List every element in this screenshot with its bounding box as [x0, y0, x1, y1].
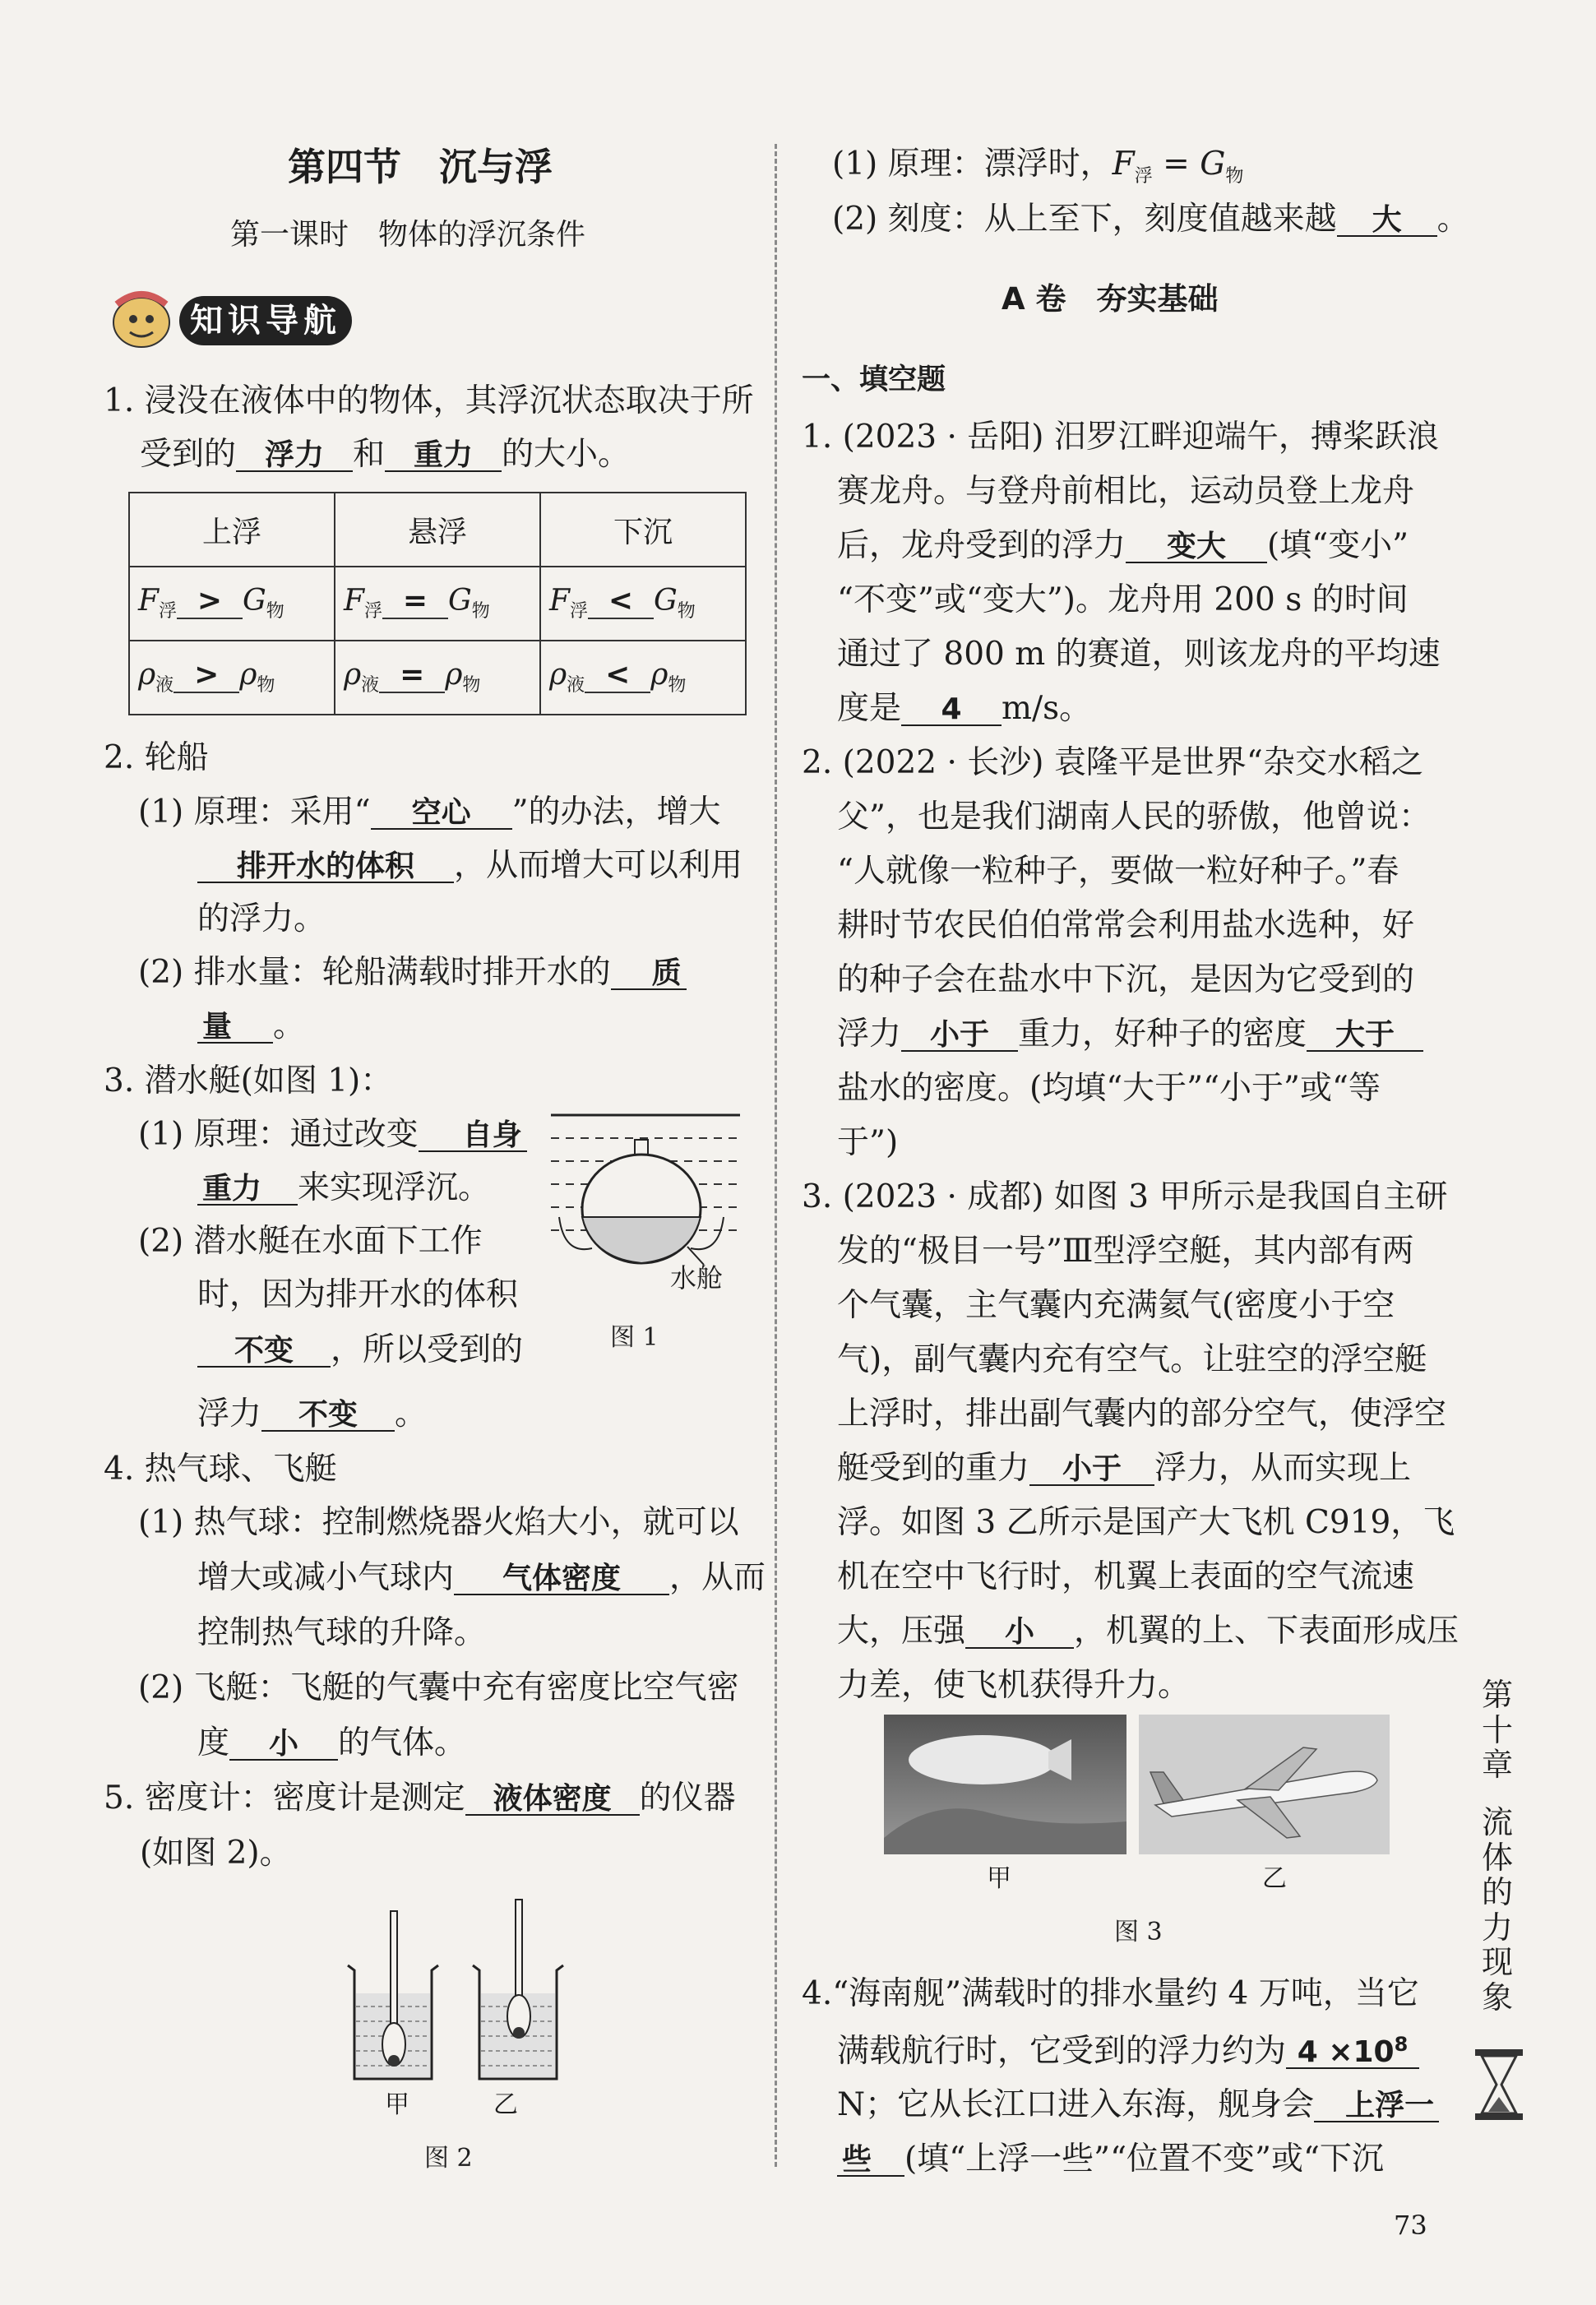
e1-line4: “不变”或“变大”)。龙舟用 200 s 的时间	[837, 581, 1409, 618]
q4-line2: 增大或减小气球内 气体密度 ，从而	[197, 1559, 766, 1596]
table-cell: $\rho_液 < \rho_物$	[540, 641, 746, 715]
table-cell: $F_浮 > G_物$	[129, 567, 335, 641]
e3-line1: 3. (2023 · 成都) 如图 3 甲所示是我国自主研	[802, 1178, 1448, 1215]
e3-line8: 机在空中飞行时，机翼上表面的空气流速	[837, 1558, 1415, 1595]
figure2-caption: 图 2	[424, 2144, 473, 2173]
r2-scale: (2) 刻度：从上至下，刻度值越来越 大 。	[832, 201, 1469, 238]
q5-line1: 5. 密度计：密度计是测定 液体密度 的仪器	[104, 1780, 736, 1817]
e3-line9: 大，压强 小 ，机翼的上、下表面形成压	[837, 1613, 1460, 1650]
e2-line3: “人就像一粒种子，要做一粒好种子。”春	[837, 853, 1399, 890]
q1-line2: 受到的 浮力 和 重力 的大小。	[140, 436, 631, 473]
e1-line5: 通过了 800 m 的赛道，则该龙舟的平均速	[837, 636, 1441, 673]
e3-line7: 浮。如图 3 乙所示是国产大飞机 C919，飞	[837, 1504, 1455, 1541]
knowledge-nav-label: 知识导航	[179, 296, 352, 345]
q3-line1: (1) 原理：通过改变 自身	[138, 1118, 527, 1152]
q2-title: 2. 轮船	[104, 739, 209, 776]
q5-line2: (如图 2)。	[140, 1835, 292, 1872]
e2-line2: 父”，也是我们湖南人民的骄傲，他曾说：	[837, 798, 1431, 835]
q4-line5: 度 小 的气体。	[197, 1724, 467, 1761]
figure1-caption: 图 1	[610, 1323, 659, 1352]
q2-line3: 的浮力。	[197, 900, 326, 937]
table-cell: $\rho_液 = \rho_物$	[335, 641, 540, 715]
water-tank-label: 水舱	[670, 1262, 724, 1294]
q3-line3: (2) 潜水艇在水面下工作	[138, 1223, 483, 1260]
figure3-caption: 图 3	[1114, 1918, 1163, 1946]
q3-line4: 时，因为排开水的体积	[197, 1276, 519, 1313]
e4-line1: 4.“海南舰”满载时的排水量约 4 万吨，当它	[802, 1975, 1419, 2012]
e2-line6: 浮力 小于 重力，好种子的密度 大于	[837, 1018, 1423, 1052]
beaker-yi	[473, 1900, 563, 2079]
e2-line7: 盐水的密度。(均填“大于”“小于”或“等	[837, 1070, 1381, 1107]
e2-line8: 于”)	[837, 1124, 899, 1161]
q4-line3: 控制热气球的升降。	[197, 1614, 487, 1651]
q4-line1: (1) 热气球：控制燃烧器火焰大小，就可以	[138, 1504, 739, 1541]
e3-line3: 个气囊，主气囊内充满氦气(密度小于空	[837, 1287, 1395, 1324]
label-yi-fig3: 乙	[1262, 1864, 1287, 1893]
q1-answer-gravity: 重力	[385, 441, 502, 472]
q2-line4: (2) 排水量：轮船满载时排开水的 质	[138, 956, 687, 990]
label-yi: 乙	[493, 2090, 518, 2119]
part1-title: 一、填空题	[802, 363, 946, 396]
q2-line1: (1) 原理：采用“ 空心 ”的办法，增大	[138, 794, 721, 831]
e4-line2: 满载航行时，它受到的浮力约为 $4 \times 10^8$	[837, 2034, 1419, 2069]
chapter-label: 第十章	[1481, 1677, 1513, 1784]
q3-line2: 重力 来实现浮沉。	[197, 1172, 490, 1206]
r1-principle: (1) 原理：漂浮时，$F_浮 = G_物$	[832, 146, 1244, 187]
q4-line4: (2) 飞艇：飞艇的气囊中充有密度比空气密	[138, 1669, 739, 1706]
table-cell: $F_浮 < G_物$	[540, 567, 746, 641]
e3-line10: 力差，使飞机获得升力。	[837, 1667, 1191, 1704]
column-divider	[775, 144, 777, 2167]
e1-line2: 赛龙舟。与登舟前相比，运动员登上龙舟	[837, 473, 1415, 510]
page-number: 73	[1394, 2210, 1427, 2241]
e4-line4: 些 (填“上浮一些”“位置不变”或“下沉	[837, 2143, 1384, 2177]
e3-line6: 艇受到的重力 小于 浮力，从而实现上	[837, 1450, 1412, 1487]
e1-line1: 1. (2023 · 岳阳) 汨罗江畔迎端午，搏桨跃浪	[802, 419, 1439, 456]
q3-line6: 浮力 不变 。	[197, 1395, 428, 1433]
q1-answer-buoyancy: 浮力	[236, 441, 353, 472]
label-jia: 甲	[385, 2090, 409, 2119]
hourglass-icon	[1472, 2048, 1526, 2122]
table-header: 下沉	[540, 493, 746, 567]
q3-title: 3. 潜水艇(如图 1)：	[104, 1062, 393, 1099]
airplane-c919-photo	[1139, 1715, 1390, 1854]
q2-line2: 排开水的体积 ，从而增大可以利用	[197, 849, 742, 883]
e1-line3: 后，龙舟受到的浮力 变大 (填“变小”	[837, 527, 1409, 564]
table-cell: $F_浮 = G_物$	[335, 567, 540, 641]
e3-line4: 气)，副气囊内充有空气。让驻空的浮空艇	[837, 1341, 1427, 1378]
section-title: 第四节 沉与浮	[288, 145, 553, 189]
e2-line1: 2. (2022 · 长沙) 袁隆平是世界“杂交水稻之	[802, 744, 1423, 781]
airship-photo	[884, 1715, 1126, 1854]
e3-line5: 上浮时，排出副气囊内的部分空气，使浮空	[837, 1395, 1447, 1433]
lesson-title: 第一课时 物体的浮沉条件	[230, 218, 586, 252]
q1-line1: 1. 浸没在液体中的物体，其浮沉状态取决于所	[104, 382, 754, 419]
section-a-title: A 卷 夯实基础	[1002, 281, 1219, 317]
hydrometer-figure	[341, 1891, 580, 2089]
knowledge-nav-badge	[105, 288, 368, 355]
e2-line4: 耕时节农民伯伯常常会利用盐水选种，好	[837, 907, 1415, 944]
chapter-title: 流体的力现象	[1481, 1804, 1513, 2016]
q4-title: 4. 热气球、飞艇	[104, 1451, 337, 1488]
table-header: 上浮	[129, 493, 335, 567]
q3-line5: 不变 ，所以受到的	[197, 1334, 523, 1368]
label-jia-fig3: 甲	[987, 1864, 1011, 1893]
table-header: 悬浮	[335, 493, 540, 567]
q2-line5: 量 。	[197, 1010, 305, 1044]
e4-line3: N；它从长江口进入东海，舰身会 上浮一	[837, 2089, 1439, 2122]
beaker-jia	[348, 1911, 438, 2079]
table-cell: $\rho_液 > \rho_物$	[129, 641, 335, 715]
e2-line5: 的种子会在盐水中下沉，是因为它受到的	[837, 961, 1415, 998]
float-sink-table	[128, 492, 747, 715]
e3-line2: 发的“极目一号”Ⅲ型浮空艇，其内部有两	[837, 1233, 1414, 1270]
e1-line6: 度是 4 m/s。	[837, 690, 1092, 727]
